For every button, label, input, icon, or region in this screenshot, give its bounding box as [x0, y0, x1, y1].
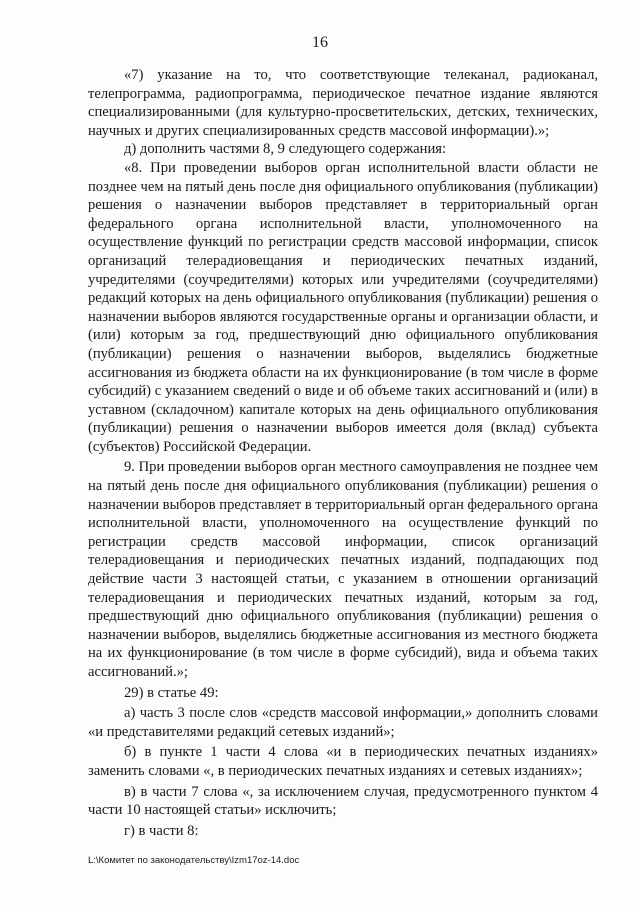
paragraph-item-29: 29) в статье 49: — [124, 684, 219, 701]
paragraph-sub-a: а) часть 3 после слов «средств массовой информации,» дополнить словами «и представителями редакций сетевых изданий»; — [88, 705, 598, 740]
paragraph-sub-v: в) в части 7 слова «, за исключением случая, предусмотренного пунктом 4 части 10 настоящей статьи» исключить; — [88, 783, 598, 819]
paragraph-sub-g: г) в части 8: — [124, 822, 199, 839]
paragraph-amend-d: д) дополнить частями 8, 9 следующего содержания: — [124, 141, 447, 158]
footer-file-path: L:\Комитет по законодательству\Izm17oz-14.doc — [88, 855, 300, 866]
document-body — [88, 66, 598, 840]
paragraph-sub-b: б) в пункте 1 части 4 слова «и в периодических печатных изданиях» заменить словами «, в периодических печатных изданиях и сетевых изданиях»; — [88, 744, 598, 779]
paragraph-part-8: «8. При проведении выборов орган исполнительной власти области не позднее чем на пятый день после дня официального опубликования (публикации) решения о назначении выборов представляет в территориальный орган федерального органа исполнительной власти, уполномоченного на осуществление функций по регистрации средств массовой информации, список организаций телерадиовещания и периодических печатных изданий, учредителями (соучредителями) которых или учредителями (соучредителями) редакций которых на день официального опубликования (публикации) решения о назначении выборов являются государственные органы и организации области, и (или) которым за год, предшествующий дню официального опубликования (публикации) решения о назначении выборов, выделялись бюджетные ассигнования из бюджета области на их функционирование (в том числе в форме субсидий) с указанием сведений о виде и об объеме таких ассигнований и (или) в уставном (складочном) капитале которых на день официального опубликования (публикации) решения о назначении выборов имеется доля (вклад) субъекта (субъектов) Российской Федерации. — [88, 159, 598, 455]
paragraph-item-7: «7) указание на то, что соответствующие телеканал, радиоканал, телепрограмма, радиопрограмма, периодическое печатное издание являются специализированными (для культурно-просветительских, детских, технических, научных и других специализированных средств массовой информации).»; — [88, 67, 598, 139]
page-number: 16 — [312, 34, 328, 51]
paragraph-part-9: 9. При проведении выборов орган местного самоуправления не позднее чем на пятый день после дня официального опубликования (публикации) решения о назначении выборов представляет в территориальный орган федерального органа исполнительной власти, уполномоченного на осуществление функций по регистрации средств массовой информации, список организаций телерадиовещания и периодических печатных изданий, подпадающих под действие части 3 настоящей статьи, с указанием в отношении организаций телерадиовещания и периодических печатных изданий, которым за год, предшествующий дню официального опубликования (публикации) решения о назначении выборов, выделялись бюджетные ассигнования из местного бюджета на их функционирование (в том числе в форме субсидий), вида и объема таких ассигнований.»; — [88, 459, 598, 680]
